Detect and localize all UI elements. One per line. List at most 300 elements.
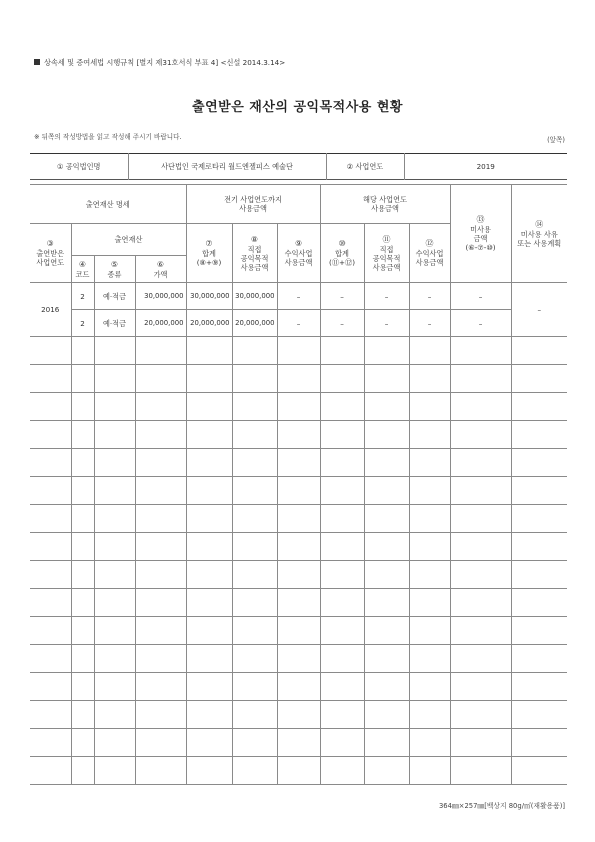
empty-cell — [30, 533, 71, 561]
empty-cell — [135, 393, 186, 421]
empty-cell — [71, 337, 94, 365]
empty-cell — [450, 365, 511, 393]
empty-cell — [232, 449, 277, 477]
unused-header — [450, 185, 511, 283]
year-header — [30, 224, 71, 283]
empty-cell — [450, 533, 511, 561]
empty-cell — [94, 449, 135, 477]
empty-cell — [409, 337, 450, 365]
empty-cell — [30, 617, 71, 645]
empty-cell — [186, 589, 232, 617]
current-profit-header — [409, 224, 450, 283]
empty-cell — [186, 365, 232, 393]
empty-cell — [30, 701, 71, 729]
empty-cell — [511, 477, 567, 505]
kind-cell: 예·적금 — [94, 283, 135, 310]
empty-cell — [320, 673, 364, 701]
value-cell: 30,000,000 — [135, 283, 186, 310]
empty-cell — [450, 393, 511, 421]
empty-cell — [71, 421, 94, 449]
c11-line2: 공익목적 — [372, 253, 401, 263]
table-row — [30, 505, 567, 533]
table-row — [30, 310, 567, 337]
empty-cell — [94, 477, 135, 505]
empty-cell — [277, 757, 320, 785]
empty-cell — [94, 561, 135, 589]
empty-cell — [186, 617, 232, 645]
kind-header — [94, 256, 135, 283]
c4-num: ④ — [78, 259, 87, 269]
c14-line1: 미사용 사유 — [520, 229, 558, 239]
code-cell: 2 — [71, 310, 94, 337]
prior-direct-cell: 30,000,000 — [232, 283, 277, 310]
current-total-header — [320, 224, 364, 283]
empty-cell — [135, 729, 186, 757]
prior-total-header — [186, 224, 232, 283]
empty-cell — [450, 645, 511, 673]
unused-cell: – — [450, 310, 511, 337]
empty-cell — [232, 757, 277, 785]
empty-cell — [71, 533, 94, 561]
empty-cell — [364, 757, 409, 785]
prior-group-line1: 전기 사업연도까지 — [224, 195, 282, 204]
empty-cell — [277, 505, 320, 533]
empty-cell — [71, 393, 94, 421]
c5-num: ⑤ — [110, 259, 119, 269]
form-header-text: 상속세 및 증여세법 시행규칙 [별지 제31호서식 부표 4] <신설 2014.3.14> — [44, 58, 286, 67]
c12-line2: 사용금액 — [415, 258, 444, 267]
empty-cell — [450, 477, 511, 505]
empty-cell — [71, 729, 94, 757]
c9-line1: 수익사업 — [284, 249, 313, 258]
empty-cell — [71, 673, 94, 701]
empty-cell — [364, 673, 409, 701]
document-title: 출연받은 재산의 공익목적사용 현황 — [192, 100, 403, 115]
empty-cell — [232, 561, 277, 589]
empty-cell — [186, 645, 232, 673]
c13-line1: 미사용 — [470, 225, 491, 234]
empty-cell — [277, 477, 320, 505]
c12-num: ⑫ — [425, 239, 434, 248]
empty-cell — [135, 757, 186, 785]
prior-profit-cell: – — [277, 310, 320, 337]
empty-cell — [277, 337, 320, 365]
empty-cell — [94, 533, 135, 561]
table-row — [30, 421, 567, 449]
empty-cell — [409, 421, 450, 449]
empty-cell — [71, 589, 94, 617]
empty-cell — [30, 449, 71, 477]
c11-line3: 사용금액 — [372, 262, 401, 272]
usage-table — [30, 184, 567, 785]
empty-cell — [277, 589, 320, 617]
corp-name-value: 사단법인 국제로타리 월드엔젤피스 예술단 — [128, 154, 326, 180]
corp-name-label: ① 공익법인명 — [57, 162, 101, 171]
empty-cell — [364, 729, 409, 757]
empty-cell — [450, 729, 511, 757]
table-row — [30, 757, 567, 785]
square-bullet-icon — [34, 59, 40, 65]
value-header — [135, 256, 186, 283]
empty-rows — [30, 337, 567, 785]
empty-cell — [232, 533, 277, 561]
empty-cell — [186, 673, 232, 701]
empty-cell — [277, 421, 320, 449]
empty-cell — [450, 561, 511, 589]
paper-spec-footer: 364㎜×257㎜[백상지 80g/㎡(재활용품)] — [438, 802, 565, 810]
empty-cell — [409, 561, 450, 589]
empty-cell — [320, 337, 364, 365]
empty-cell — [450, 617, 511, 645]
empty-cell — [71, 645, 94, 673]
empty-cell — [186, 757, 232, 785]
empty-cell — [364, 505, 409, 533]
current-total-cell: – — [320, 283, 364, 310]
empty-cell — [364, 477, 409, 505]
empty-cell — [30, 729, 71, 757]
empty-cell — [320, 449, 364, 477]
empty-cell — [135, 645, 186, 673]
empty-cell — [409, 757, 450, 785]
table-row — [30, 365, 567, 393]
table-row — [30, 449, 567, 477]
empty-cell — [30, 337, 71, 365]
empty-cell — [71, 477, 94, 505]
table-row — [30, 673, 567, 701]
empty-cell — [364, 449, 409, 477]
c6-label: 가액 — [153, 269, 168, 279]
empty-cell — [186, 533, 232, 561]
empty-cell — [409, 645, 450, 673]
empty-cell — [511, 757, 567, 785]
empty-cell — [511, 561, 567, 589]
c9-num: ⑨ — [294, 239, 303, 248]
empty-cell — [232, 505, 277, 533]
c10-line1: 합계 — [335, 249, 349, 258]
c14-num: ⑭ — [535, 219, 544, 229]
empty-cell — [232, 673, 277, 701]
c7-line2: (⑧+⑨) — [196, 258, 222, 267]
current-profit-cell: – — [409, 310, 450, 337]
prior-total-cell: 30,000,000 — [186, 283, 232, 310]
empty-cell — [232, 701, 277, 729]
empty-cell — [94, 337, 135, 365]
empty-cell — [94, 757, 135, 785]
empty-cell — [94, 393, 135, 421]
current-direct-cell: – — [364, 310, 409, 337]
empty-cell — [277, 645, 320, 673]
empty-cell — [409, 505, 450, 533]
empty-cell — [232, 645, 277, 673]
current-direct-header — [364, 224, 409, 283]
empty-cell — [409, 393, 450, 421]
c13-line3: (⑥-⑦-⑩) — [465, 243, 496, 252]
empty-cell — [320, 505, 364, 533]
code-header — [71, 256, 94, 283]
empty-cell — [94, 617, 135, 645]
empty-cell — [511, 421, 567, 449]
empty-cell — [94, 589, 135, 617]
empty-cell — [71, 701, 94, 729]
table-row — [30, 645, 567, 673]
empty-cell — [30, 365, 71, 393]
c3-line2: 사업연도 — [36, 258, 65, 267]
empty-cell — [511, 337, 567, 365]
empty-cell — [232, 617, 277, 645]
empty-cell — [320, 365, 364, 393]
prior-total-cell: 20,000,000 — [186, 310, 232, 337]
empty-cell — [94, 673, 135, 701]
c10-line2: (⑪+⑫) — [329, 258, 356, 267]
table-row — [30, 477, 567, 505]
asset-group-header: 출연재산 — [71, 224, 186, 256]
empty-cell — [135, 589, 186, 617]
empty-cell — [277, 393, 320, 421]
empty-cell — [320, 701, 364, 729]
empty-cell — [511, 701, 567, 729]
instruction-note: ※ 뒤쪽의 작성방법을 읽고 작성해 주시기 바랍니다. — [34, 133, 182, 141]
empty-cell — [94, 505, 135, 533]
code-cell: 2 — [71, 283, 94, 310]
empty-cell — [364, 533, 409, 561]
empty-cell — [409, 449, 450, 477]
c7-num: ⑦ — [205, 239, 213, 248]
empty-cell — [450, 701, 511, 729]
prior-profit-cell: – — [277, 283, 320, 310]
empty-cell — [511, 729, 567, 757]
c13-line2: 금액 — [473, 234, 488, 243]
empty-cell — [320, 617, 364, 645]
empty-cell — [71, 617, 94, 645]
table-row — [30, 561, 567, 589]
empty-cell — [409, 477, 450, 505]
business-year-value: 2019 — [404, 154, 567, 180]
empty-cell — [135, 617, 186, 645]
empty-cell — [364, 337, 409, 365]
empty-cell — [364, 701, 409, 729]
empty-cell — [135, 561, 186, 589]
empty-cell — [277, 729, 320, 757]
empty-cell — [450, 589, 511, 617]
empty-cell — [186, 729, 232, 757]
c3-line1: 출연받은 — [36, 249, 65, 258]
empty-cell — [232, 477, 277, 505]
year-cell: 2016 — [30, 283, 71, 337]
prior-group-line2: 사용금액 — [239, 204, 267, 213]
empty-cell — [320, 533, 364, 561]
empty-cell — [511, 533, 567, 561]
empty-cell — [364, 589, 409, 617]
empty-cell — [364, 365, 409, 393]
empty-cell — [30, 757, 71, 785]
empty-cell — [30, 505, 71, 533]
empty-cell — [409, 365, 450, 393]
table-row — [30, 617, 567, 645]
empty-cell — [71, 505, 94, 533]
reason-header — [511, 185, 567, 283]
empty-cell — [320, 421, 364, 449]
current-total-cell: – — [320, 310, 364, 337]
empty-cell — [232, 421, 277, 449]
empty-cell — [135, 337, 186, 365]
table-row — [30, 589, 567, 617]
empty-cell — [511, 449, 567, 477]
form-header-note — [34, 58, 285, 68]
c6-num: ⑥ — [156, 259, 165, 269]
info-table — [30, 153, 567, 180]
empty-cell — [94, 645, 135, 673]
empty-cell — [135, 673, 186, 701]
empty-cell — [277, 561, 320, 589]
current-profit-cell: – — [409, 283, 450, 310]
prior-direct-cell: 20,000,000 — [232, 310, 277, 337]
empty-cell — [450, 449, 511, 477]
c3-num: ③ — [46, 239, 54, 248]
c8-line1: 직접 — [247, 244, 262, 254]
empty-cell — [409, 701, 450, 729]
empty-cell — [320, 645, 364, 673]
empty-cell — [277, 533, 320, 561]
c10-num: ⑩ — [338, 239, 346, 248]
empty-cell — [232, 589, 277, 617]
empty-cell — [511, 617, 567, 645]
table-row — [30, 393, 567, 421]
page-side-label: (앞쪽) — [547, 136, 565, 144]
c7-line1: 합계 — [202, 249, 216, 258]
empty-cell — [186, 393, 232, 421]
empty-cell — [511, 645, 567, 673]
empty-cell — [30, 477, 71, 505]
empty-cell — [364, 561, 409, 589]
current-group-line2: 사용금액 — [371, 204, 399, 213]
empty-cell — [186, 505, 232, 533]
empty-cell — [186, 701, 232, 729]
empty-cell — [450, 337, 511, 365]
reason-cell: – — [511, 283, 567, 337]
c8-num: ⑧ — [250, 234, 259, 244]
empty-cell — [511, 505, 567, 533]
detail-group-header: 출연재산 명세 — [30, 185, 186, 224]
kind-cell: 예·적금 — [94, 310, 135, 337]
empty-cell — [277, 673, 320, 701]
unused-cell: – — [450, 283, 511, 310]
empty-cell — [186, 421, 232, 449]
table-row — [30, 729, 567, 757]
empty-cell — [320, 561, 364, 589]
c8-line3: 사용금액 — [240, 262, 269, 272]
empty-cell — [135, 505, 186, 533]
c9-line2: 사용금액 — [284, 258, 313, 267]
empty-cell — [232, 337, 277, 365]
table-row — [30, 283, 567, 310]
empty-cell — [232, 729, 277, 757]
empty-cell — [94, 421, 135, 449]
prior-group-header — [186, 185, 320, 224]
empty-cell — [186, 337, 232, 365]
empty-cell — [135, 477, 186, 505]
c11-num: ⑪ — [382, 234, 391, 244]
c8-line2: 공익목적 — [240, 253, 269, 263]
empty-cell — [135, 701, 186, 729]
current-direct-cell: – — [364, 283, 409, 310]
empty-cell — [364, 645, 409, 673]
empty-cell — [30, 645, 71, 673]
empty-cell — [409, 729, 450, 757]
empty-cell — [30, 393, 71, 421]
empty-cell — [277, 449, 320, 477]
empty-cell — [320, 393, 364, 421]
empty-cell — [186, 561, 232, 589]
empty-cell — [511, 589, 567, 617]
empty-cell — [364, 393, 409, 421]
c5-label: 종류 — [107, 269, 122, 279]
empty-cell — [232, 365, 277, 393]
empty-cell — [511, 673, 567, 701]
empty-cell — [409, 589, 450, 617]
empty-cell — [135, 533, 186, 561]
empty-cell — [186, 477, 232, 505]
empty-cell — [71, 449, 94, 477]
empty-cell — [71, 365, 94, 393]
empty-cell — [186, 449, 232, 477]
value-cell: 20,000,000 — [135, 310, 186, 337]
empty-cell — [409, 533, 450, 561]
empty-cell — [277, 365, 320, 393]
empty-cell — [277, 701, 320, 729]
empty-cell — [277, 617, 320, 645]
c12-line1: 수익사업 — [415, 249, 444, 258]
empty-cell — [364, 421, 409, 449]
empty-cell — [320, 589, 364, 617]
current-group-header — [320, 185, 450, 224]
empty-cell — [364, 617, 409, 645]
c4-label: 코드 — [75, 269, 90, 279]
empty-cell — [450, 505, 511, 533]
empty-cell — [30, 673, 71, 701]
empty-cell — [409, 617, 450, 645]
empty-cell — [511, 393, 567, 421]
table-row — [30, 533, 567, 561]
empty-cell — [409, 673, 450, 701]
empty-cell — [450, 757, 511, 785]
empty-cell — [71, 757, 94, 785]
empty-cell — [94, 729, 135, 757]
empty-cell — [71, 561, 94, 589]
current-group-line1: 해당 사업연도 — [363, 195, 407, 204]
empty-cell — [135, 365, 186, 393]
empty-cell — [94, 701, 135, 729]
empty-cell — [450, 673, 511, 701]
empty-cell — [135, 421, 186, 449]
empty-cell — [320, 477, 364, 505]
empty-cell — [450, 421, 511, 449]
empty-cell — [511, 365, 567, 393]
empty-cell — [135, 449, 186, 477]
business-year-label: ② 사업연도 — [326, 154, 404, 180]
c11-line1: 직접 — [379, 244, 394, 254]
empty-cell — [94, 365, 135, 393]
empty-cell — [232, 393, 277, 421]
empty-cell — [320, 729, 364, 757]
c13-num: ⑬ — [476, 215, 485, 224]
c14-line2: 또는 사용계획 — [517, 238, 562, 248]
empty-cell — [30, 421, 71, 449]
empty-cell — [30, 561, 71, 589]
prior-direct-header — [232, 224, 277, 283]
table-row — [30, 337, 567, 365]
empty-cell — [320, 757, 364, 785]
empty-cell — [30, 589, 71, 617]
